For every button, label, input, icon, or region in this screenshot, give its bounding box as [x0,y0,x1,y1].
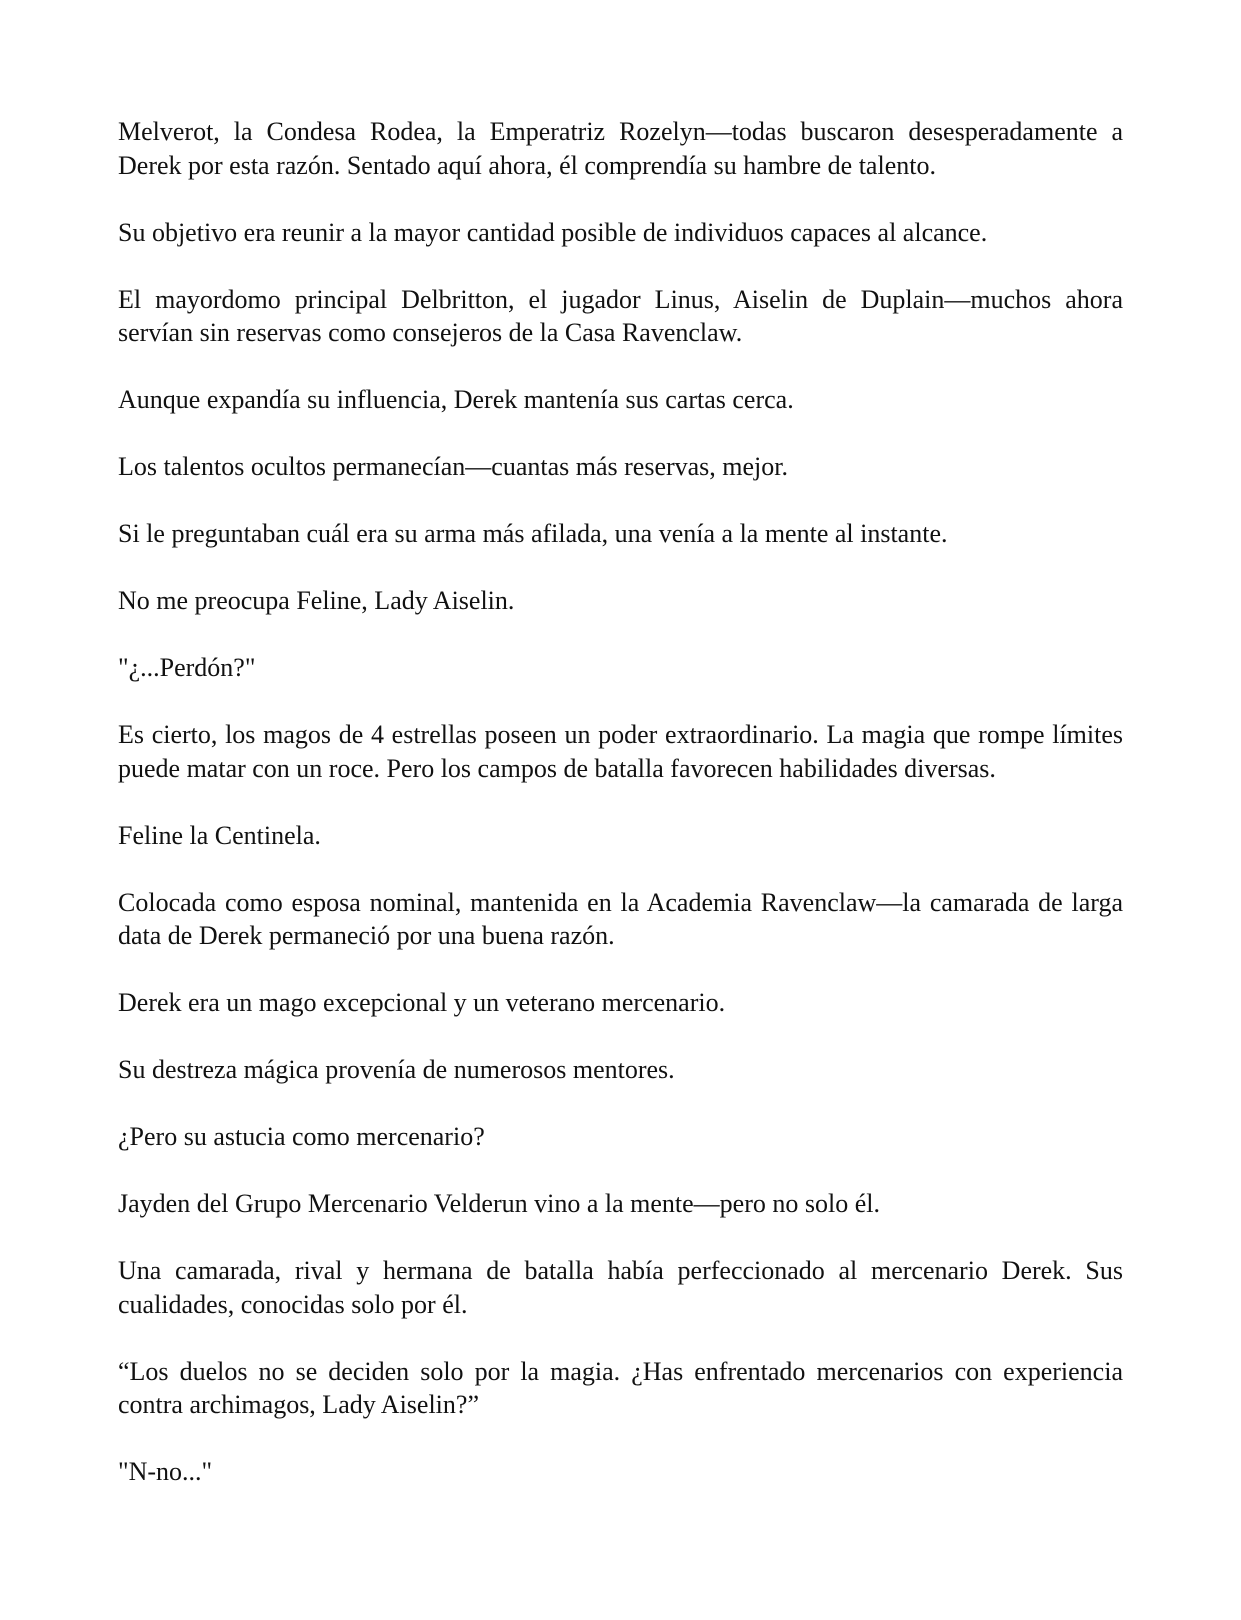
document-page [118,115,1123,1522]
dialogue-line: “Los duelos no se deciden solo por la magia. ¿Has enfrentado mercenarios con experiencia contra archimagos, Lady Aiselin?” [118,1356,1123,1419]
paragraph: Aunque expandía su influencia, Derek mantenía sus cartas cerca. [118,385,794,414]
paragraph: Su destreza mágica provenía de numerosos mentores. [118,1055,675,1084]
paragraph: Su objetivo era reunir a la mayor cantidad posible de individuos capaces al alcance. [118,217,988,247]
paragraph: Jayden del Grupo Mercenario Velderun vino a la mente—pero no solo él. [118,1189,880,1218]
paragraph: Colocada como esposa nominal, mantenida en la Academia Ravenclaw—la camarada de larga data de Derek permaneció por una buena razón. [118,887,1123,950]
paragraph: Los talentos ocultos permanecían—cuantas más reservas, mejor. [118,452,789,481]
paragraph: No me preocupa Feline, Lady Aiselin. [118,586,515,615]
paragraph: Feline la Centinela. [118,820,321,850]
paragraph: Es cierto, los magos de 4 estrellas poseen un poder extraordinario. La magia que rompe límites puede matar con un roce. Pero los campos de batalla favorecen habilidades diversas. [118,720,1123,783]
paragraph: El mayordomo principal Delbritton, el jugador Linus, Aiselin de Duplain—muchos ahora servían sin reservas como consejeros de la Casa Ravenclaw. [118,284,1123,347]
dialogue-line: "N-no..." [118,1457,213,1486]
paragraph: Melverot, la Condesa Rodea, la Emperatriz Rozelyn—todas buscaron desesperadamente a Derek por esta razón. Sentado aquí ahora, él comprendía su hambre de talento. [118,117,1123,180]
paragraph: Una camarada, rival y hermana de batalla había perfeccionado al mercenario Derek. Sus cualidades, conocidas solo por él. [118,1256,1123,1319]
paragraph: Derek era un mago excepcional y un veterano mercenario. [118,988,726,1017]
dialogue-line: "¿...Perdón?" [118,653,256,682]
paragraph: ¿Pero su astucia como mercenario? [118,1122,485,1151]
paragraph: Si le preguntaban cuál era su arma más afilada, una venía a la mente al instante. [118,519,948,548]
